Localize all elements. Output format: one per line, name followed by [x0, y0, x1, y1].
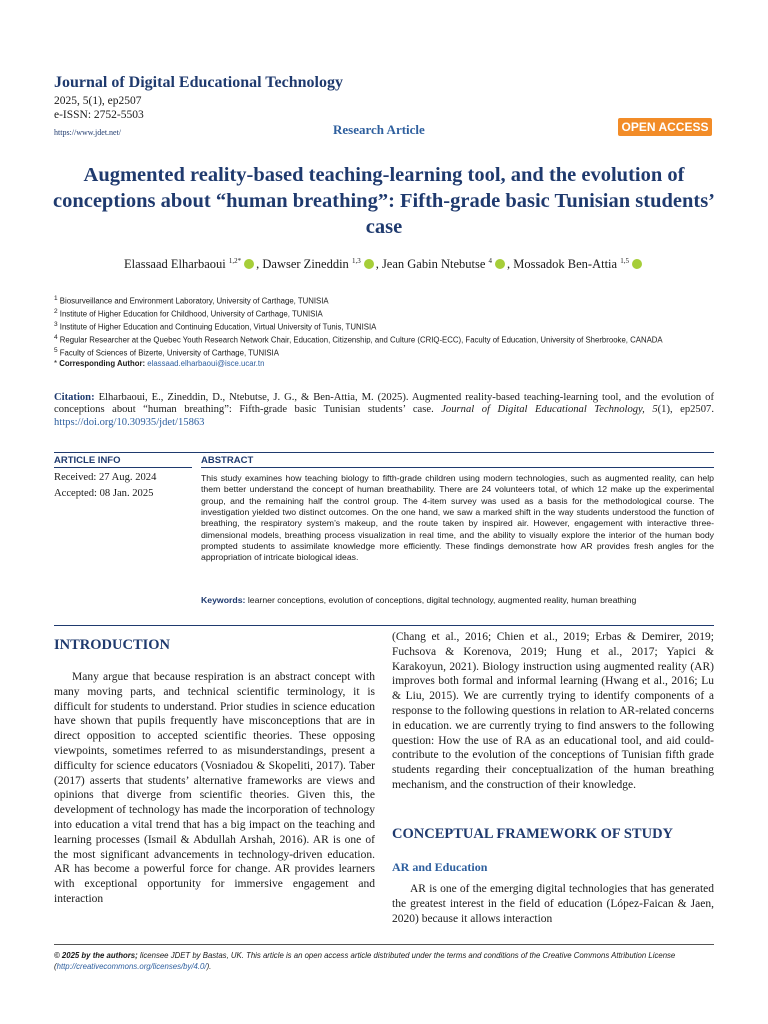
abstract-text: This study examines how teaching biology to fifth-grade children using modern technologies, such as augmented reality, can help them better understand the concept of human breathability. There are 24 volunteers total, of which 12 make up the experimental group, and the remaining half the control group. The 4-item survey was used as a basis for the methodological course. The investigation yielded two distinct outcomes. On the one hand, we saw a marked shift in the way students understood the function of breathing, the respiratory system’s makeup, and the route taken by inspired air. However, engagement with interactive three-dimensional models, breathing process visualization in real time, and the ability to visually explore the interior of the human body prompted students to assimilate knowledge more efficiently. These findings demonstrate how AR provides fresh angles for the appropriation of intricate biological ideas.	[201, 473, 714, 563]
article-type: Research Article	[333, 122, 425, 137]
license-footer: © 2025 by the authors; licensee JDET by Bastas, UK. This article is an open access article distributed under the terms and conditions of the Creative Commons Attribution License (http://creativecommons.org/licenses/by/4.0/).	[54, 951, 676, 971]
license-link[interactable]: http://creativecommons.org/licenses/by/4.0/	[56, 962, 207, 971]
affiliation-item: $^3$ Institute of Higher Education and Continuing Education, Virtual University of Tunis, TUNISIA	[54, 321, 377, 332]
keywords: Keywords: learner conceptions, evolution of conceptions, digital technology, augmented reality, human breathing	[201, 595, 637, 605]
intro-paragraph: Many argue that because respiration is an abstract concept with many moving parts, and technical scientific terminology, it is difficult for students to understand. Prior studies in science education have shown that pupils frequently have misconceptions that are in direct opposition to accepted scientific theories. These opposing viewpoints, sometimes referred to as misunderstandings, present a difficulty for science educators (Vosniadou & Skopeliti, 2017). Taber (2017) asserts that students’ alternative frameworks are views and opinions that diverge from scientific theories. Given this, the development of technology has made the incorporation of technology into education a vital trend that has a big impact on the teaching and learning processes (Ismail & Abdullah Arshah, 2016). AR is one of the most significant advancements in technology-driven education. AR has become a powerful force for change. AR provides learners with exceptional opportunity for immersive engagement and interaction	[54, 671, 375, 905]
author-name: Mossadok Ben-Attia	[513, 257, 618, 272]
footer-divider	[54, 944, 714, 945]
affiliation-item: $^1$ Biosurveillance and Environment Laboratory, University of Carthage, TUNISIA	[54, 295, 329, 306]
citation: Citation: Elharbaoui, E., Zineddin, D., Ntebutse, J. G., & Ben-Attia, M. (2025). Augmented reality-based teaching-learning tool, and the evolution of conceptions about “human breathing”: Fifth-grade basic Tunisian students’ case. Journal of Digital Educational Technology, 5(1), ep2507. https://doi.org/10.30935/jdet/15863	[54, 392, 715, 428]
journal-issn: e-ISSN: 2752-5503	[54, 109, 144, 121]
author-name: Jean Gabin Ntebutse	[381, 257, 486, 272]
ar-paragraph: AR is one of the emerging digital technologies that has generated the greatest interest in the field of education (López-Faican & Jaen, 2020) because it allows interaction	[392, 883, 714, 925]
corresponding-email[interactable]: elassaad.elharbaoui@isce.ucar.tn	[147, 359, 265, 368]
accepted-date: Accepted: 08 Jan. 2025	[54, 488, 154, 499]
author-list: Elassaad Elharbaoui $^{1,2*}$ , Dawser Zineddin $^{1,3}$ , Jean Gabin Ntebutse $^4$ , Mossadok Ben-Attia $^{1,5}$	[40, 257, 728, 272]
orcid-icon[interactable]	[495, 259, 505, 269]
author-sup: 1,3	[351, 257, 361, 265]
affiliation-item: $^4$ Regular Researcher at the Quebec Youth Research Network Chair, Education, Citizenship, and Culture (CRIQ-ECC), Faculty of Education, University of Sherbrooke, CANADA	[54, 334, 663, 345]
article-info-heading: ARTICLE INFO	[54, 455, 121, 466]
article-title: Augmented reality-based teaching-learning tool, and the evolution of conceptions about “human breathing”: Fifth-grade basic Tunisian students’ case	[52, 164, 716, 238]
doi-link[interactable]: https://doi.org/10.30935/jdet/15863	[54, 416, 205, 428]
divider	[201, 467, 714, 468]
subsection-heading-ar: AR and Education	[392, 860, 488, 874]
journal-url[interactable]: https://www.jdet.net/	[54, 128, 122, 137]
journal-name: Journal of Digital Educational Technology	[54, 74, 343, 91]
divider	[54, 467, 192, 468]
orcid-icon[interactable]	[244, 259, 254, 269]
orcid-icon[interactable]	[632, 259, 642, 269]
orcid-icon[interactable]	[364, 259, 374, 269]
section-heading-framework: CONCEPTUAL FRAMEWORK OF STUDY	[392, 826, 674, 842]
corresponding-author: * Corresponding Author: elassaad.elharbaoui@isce.ucar.tn	[54, 359, 265, 368]
affiliation-item: $^5$ Faculty of Sciences of Bizerte, University of Carthage, TUNISIA	[54, 347, 279, 358]
affiliation-item: $^2$ Institute of Higher Education for Childhood, University of Carthage, TUNISIA	[54, 308, 323, 319]
author-sup: 1,5	[620, 257, 629, 265]
author-name: Dawser Zineddin	[262, 257, 349, 272]
divider	[54, 452, 714, 453]
affiliations	[54, 294, 714, 369]
received-date: Received: 27 Aug. 2024	[54, 472, 157, 483]
journal-volume: 2025, 5(1), ep2507	[54, 95, 142, 107]
author-sup: 1,2*	[228, 257, 242, 265]
open-access-badge: OPEN ACCESS	[618, 118, 712, 136]
author-name: Elassaad Elharbaoui	[124, 257, 226, 272]
section-heading-introduction: INTRODUCTION	[54, 637, 171, 653]
intro-paragraph: (Chang et al., 2016; Chien et al., 2019; Erbas & Demirer, 2019; Fuchsova & Korenova, 2019; Hung et al., 2017; Yapici & Karakoyun, 2021). Biology instruction using augmented reality (AR) improves both formal and informal learning (Hwang et al., 2016; Lu & Liu, 2015). We are currently trying to identify components of a response to the following questions in relation to AR-related concerns in education. we are currently trying to find answers to the following question: How the use of RA as an educational tool, and aid could-contribute to the evolution of the conceptions of Tunisian fifth grade students regarding their conceptualization of the human breathing mechanism, and the construction of their knowledge.	[392, 631, 714, 791]
abstract-heading: ABSTRACT	[201, 455, 254, 466]
author-sup: 4	[488, 257, 493, 265]
divider	[54, 625, 714, 626]
